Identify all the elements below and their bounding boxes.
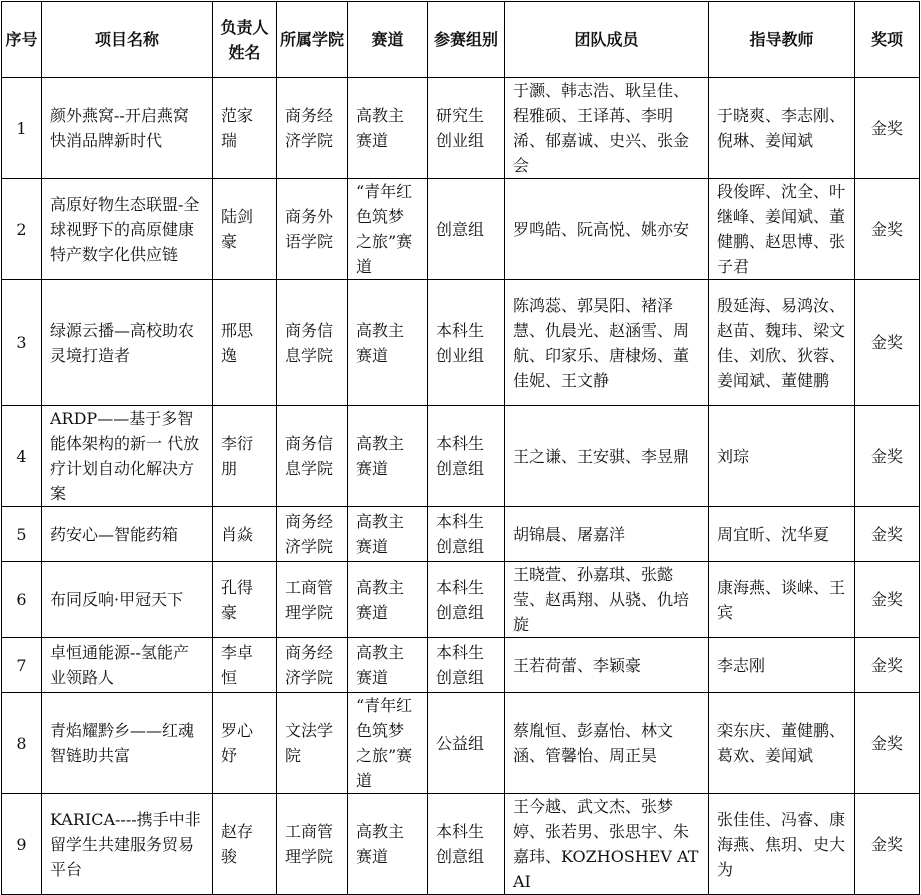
- cell-college: 工商管理学院: [277, 562, 348, 638]
- cell-seq: 9: [2, 794, 42, 895]
- cell-group: 本科生创意组: [428, 507, 505, 562]
- cell-college: 商务经济学院: [277, 507, 348, 562]
- cell-seq: 8: [2, 693, 42, 794]
- table-row: [2, 406, 920, 507]
- cell-advisors: 康海燕、谈崃、王宾: [709, 562, 855, 638]
- cell-seq: 1: [2, 78, 42, 179]
- cell-advisors: 殷延海、易鸿汝、赵苗、魏玮、梁文佳、刘欣、狄蓉、姜闻斌、董健鹏: [709, 280, 855, 406]
- header-advisors: 指导教师: [709, 2, 855, 78]
- cell-advisors: 段俊晖、沈全、叶继峰、姜闻斌、董健鹏、赵思博、张子君: [709, 179, 855, 280]
- cell-advisors: 栾东庆、董健鹏、葛欢、姜闻斌: [709, 693, 855, 794]
- cell-members: 王若荷蕾、李颖豪: [505, 638, 709, 693]
- cell-group: 创意组: [428, 179, 505, 280]
- cell-college: 工商管理学院: [277, 794, 348, 895]
- cell-group: 本科生创意组: [428, 406, 505, 507]
- cell-leader: 罗心妤: [213, 693, 277, 794]
- cell-project: ARDP——基于多智能体架构的新一 代放疗计划自动化解决方案: [42, 406, 213, 507]
- cell-group: 本科生创意组: [428, 638, 505, 693]
- cell-college: 商务信息学院: [277, 280, 348, 406]
- header-award: 奖项: [855, 2, 920, 78]
- cell-advisors: 刘琮: [709, 406, 855, 507]
- cell-track: 高教主赛道: [348, 406, 428, 507]
- cell-advisors: 李志刚: [709, 638, 855, 693]
- cell-group: 研究生创业组: [428, 78, 505, 179]
- cell-members: 于灏、韩志浩、耿呈佳、程雅硕、王译苒、李明浠、郁嘉诚、史兴、张金会: [505, 78, 709, 179]
- cell-advisors: 周宜昕、沈华夏: [709, 507, 855, 562]
- cell-project: 高原好物生态联盟-全球视野下的高原健康特产数字化供应链: [42, 179, 213, 280]
- cell-track: “青年红色筑梦之旅”赛道: [348, 693, 428, 794]
- cell-members: 王今越、武文杰、张梦婷、张若男、张思宇、朱嘉玮、KOZHOSHEV ATAI: [505, 794, 709, 895]
- cell-members: 蔡胤恒、彭嘉怡、林文涵、管馨怡、周正昊: [505, 693, 709, 794]
- cell-project: 青焰耀黔乡——红魂智链助共富: [42, 693, 213, 794]
- cell-project: 绿源云播—高校助农灵境打造者: [42, 280, 213, 406]
- cell-leader: 肖焱: [213, 507, 277, 562]
- cell-leader: 邢思逸: [213, 280, 277, 406]
- cell-group: 本科生创业组: [428, 280, 505, 406]
- cell-college: 商务经济学院: [277, 78, 348, 179]
- cell-track: “青年红色筑梦之旅”赛道: [348, 179, 428, 280]
- cell-seq: 4: [2, 406, 42, 507]
- cell-track: 高教主赛道: [348, 280, 428, 406]
- cell-college: 商务外语学院: [277, 179, 348, 280]
- table-row: [2, 78, 920, 179]
- header-leader: 负责人姓名: [213, 2, 277, 78]
- cell-members: 王之谦、王安骐、李昱鼎: [505, 406, 709, 507]
- cell-award: 金奖: [855, 507, 920, 562]
- cell-members: 罗鸣皓、阮高悦、姚亦安: [505, 179, 709, 280]
- cell-track: 高教主赛道: [348, 507, 428, 562]
- cell-college: 商务经济学院: [277, 638, 348, 693]
- cell-members: 王晓萱、孙嘉琪、张懿莹、赵禹翔、从骁、仇培旋: [505, 562, 709, 638]
- cell-track: 高教主赛道: [348, 794, 428, 895]
- cell-project: 药安心—智能药箱: [42, 507, 213, 562]
- cell-award: 金奖: [855, 78, 920, 179]
- cell-leader: 李卓恒: [213, 638, 277, 693]
- cell-track: 高教主赛道: [348, 562, 428, 638]
- table-row: [2, 507, 920, 562]
- cell-project: 颜外燕窝--开启燕窝快消品牌新时代: [42, 78, 213, 179]
- cell-project: KARICA----携手中非留学生共建服务贸易平台: [42, 794, 213, 895]
- cell-leader: 孔得豪: [213, 562, 277, 638]
- awards-table: [1, 1, 920, 895]
- cell-seq: 7: [2, 638, 42, 693]
- header-group: 参赛组别: [428, 2, 505, 78]
- cell-group: 本科生创意组: [428, 794, 505, 895]
- cell-track: 高教主赛道: [348, 78, 428, 179]
- cell-college: 商务信息学院: [277, 406, 348, 507]
- cell-members: 胡锦晨、屠嘉洋: [505, 507, 709, 562]
- cell-award: 金奖: [855, 406, 920, 507]
- cell-award: 金奖: [855, 794, 920, 895]
- cell-project: 布同反响·甲冠天下: [42, 562, 213, 638]
- cell-award: 金奖: [855, 638, 920, 693]
- cell-group: 公益组: [428, 693, 505, 794]
- cell-leader: 范家瑞: [213, 78, 277, 179]
- cell-project: 卓恒通能源--氢能产业领路人: [42, 638, 213, 693]
- cell-seq: 5: [2, 507, 42, 562]
- cell-award: 金奖: [855, 179, 920, 280]
- header-row: [2, 2, 920, 78]
- header-members: 团队成员: [505, 2, 709, 78]
- cell-leader: 赵存骏: [213, 794, 277, 895]
- table-row: [2, 693, 920, 794]
- cell-college: 文法学院: [277, 693, 348, 794]
- cell-seq: 2: [2, 179, 42, 280]
- header-track: 赛道: [348, 2, 428, 78]
- cell-leader: 李衍朋: [213, 406, 277, 507]
- cell-advisors: 张佳佳、冯睿、康海燕、焦玥、史大为: [709, 794, 855, 895]
- cell-seq: 3: [2, 280, 42, 406]
- cell-group: 本科生创意组: [428, 562, 505, 638]
- table-row: [2, 280, 920, 406]
- table-row: [2, 794, 920, 895]
- cell-leader: 陆剑豪: [213, 179, 277, 280]
- cell-seq: 6: [2, 562, 42, 638]
- cell-members: 陈鸿蕊、郭昊阳、褚泽慧、仇晨光、赵涵雪、周航、印家乐、唐棣炀、董佳妮、王文静: [505, 280, 709, 406]
- cell-award: 金奖: [855, 280, 920, 406]
- table-row: [2, 562, 920, 638]
- header-seq: 序号: [2, 2, 42, 78]
- cell-award: 金奖: [855, 693, 920, 794]
- header-college: 所属学院: [277, 2, 348, 78]
- cell-award: 金奖: [855, 562, 920, 638]
- header-project: 项目名称: [42, 2, 213, 78]
- table-row: [2, 179, 920, 280]
- table-row: [2, 638, 920, 693]
- cell-advisors: 于晓爽、李志刚、倪琳、姜闻斌: [709, 78, 855, 179]
- cell-track: 高教主赛道: [348, 638, 428, 693]
